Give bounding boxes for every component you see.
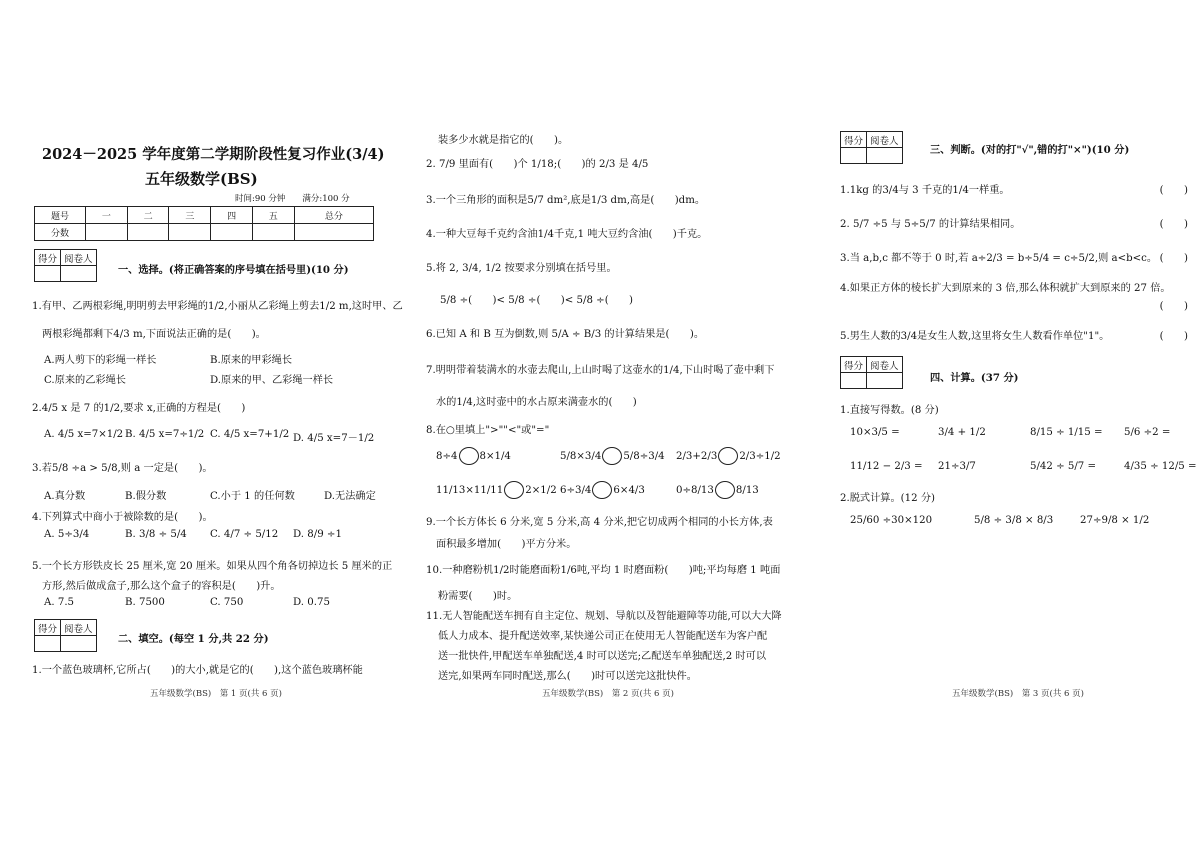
answer-paren[interactable]: ( )	[1159, 301, 1188, 312]
time-info: 时间:90 分钟 满分:100 分	[235, 194, 350, 204]
compare-right: 8×1/4	[479, 451, 511, 462]
fill-question-10-line-2: 粉需要( )时。	[438, 591, 518, 602]
judge-4: 4.如果正方体的棱长扩大到原来的 3 倍,那么体积就扩大到原来的 27 倍。	[840, 283, 1171, 294]
answer-paren[interactable]: ( )	[1159, 331, 1188, 342]
score-header-cell: 五	[252, 207, 294, 224]
question-5-line-1: 5.一个长方形铁皮长 25 厘米,宽 20 厘米。如果从四个角各切掉边长 5 厘米的正	[32, 561, 393, 572]
grader-score-cell[interactable]	[841, 148, 867, 164]
compare-item	[560, 481, 645, 499]
grader-name-cell[interactable]	[867, 148, 903, 164]
option: C. 4/7 ÷ 5/12	[210, 529, 279, 540]
grader-box-3	[840, 131, 903, 164]
compare-left: 6÷3/4	[560, 485, 592, 496]
expression-item: 27÷9/8 × 1/2	[1080, 515, 1150, 526]
calc-item: 21÷3/7	[938, 461, 976, 472]
score-cell[interactable]	[252, 224, 294, 241]
option: C. 750	[210, 597, 244, 608]
page-footer: 五年级数学(BS) 第 3 页(共 6 页)	[952, 689, 1084, 699]
grader-label: 阅卷人	[867, 132, 903, 148]
compare-left: 2/3+2/3	[676, 451, 718, 462]
option: D. 8/9 ÷1	[293, 529, 342, 540]
grader-score-label: 得分	[35, 250, 61, 266]
compare-item	[560, 447, 665, 465]
fill-question-11-line-3: 送一批快件,甲配送车单独配送,4 时可以送完;乙配送车单独配送,2 时可以	[438, 651, 767, 662]
exam-title: 2024－2025 学年度第二学期阶段性复习作业(3/4)	[42, 146, 385, 163]
fill-question-2: 2. 7/9 里面有( )个 1/18;( )的 2/3 是 4/5	[426, 159, 649, 170]
fill-question-7-line-2: 水的1/4,这时壶中的水占原来满壶水的( )	[436, 397, 637, 408]
grader-label: 阅卷人	[61, 250, 97, 266]
compare-item	[436, 447, 511, 465]
section-4-heading: 四、计算。(37 分)	[930, 372, 1019, 384]
score-cell[interactable]	[169, 224, 211, 241]
option: C. 4/5 x=7+1/2	[210, 429, 290, 440]
grader-box-4	[840, 356, 903, 389]
question-3: 3.若5/8 ÷a > 5/8,则 a 一定是( )。	[32, 463, 213, 474]
calc-item: 11/12 − 2/3 =	[850, 461, 923, 472]
grader-score-cell[interactable]	[841, 373, 867, 389]
score-cell[interactable]	[127, 224, 169, 241]
question-1-line-2: 两根彩绳都剩下4/3 m,下面说法正确的是( )。	[42, 329, 266, 340]
fill-question-1-cont: 装多少水就是指它的( )。	[438, 135, 569, 146]
fill-question-1: 1.一个蓝色玻璃杯,它所占( )的大小,就是它的( ),这个蓝色玻璃杯能	[32, 665, 363, 676]
score-cell[interactable]	[86, 224, 128, 241]
fill-question-8: 8.在○里填上">""<"或"="	[426, 425, 550, 436]
calc-item: 8/15 ÷ 1/15 =	[1030, 427, 1103, 438]
option: B. 7500	[125, 597, 165, 608]
fill-question-7-line-1: 7.明明带着装满水的水壶去爬山,上山时喝了这壶水的1/4,下山时喝了壶中剩下	[426, 365, 775, 376]
grader-score-cell[interactable]	[35, 636, 61, 652]
fill-question-6: 6.已知 A 和 B 互为倒数,则 5/A ÷ B/3 的计算结果是( )。	[426, 329, 705, 340]
option: A. 7.5	[44, 597, 75, 608]
score-table	[34, 206, 374, 241]
score-cell[interactable]	[294, 224, 373, 241]
option: D. 4/5 x=7－1/2	[293, 433, 375, 444]
calc-item: 3/4 + 1/2	[938, 427, 986, 438]
answer-paren[interactable]: ( )	[1159, 185, 1188, 196]
grader-box-1	[34, 249, 97, 282]
compare-circle[interactable]	[715, 481, 735, 499]
compare-right: 8/13	[735, 485, 759, 496]
fill-question-9-line-1: 9.一个长方体长 6 分米,宽 5 分米,高 4 分米,把它切成两个相同的小长方体,表	[426, 517, 773, 528]
answer-paren[interactable]: ( )	[1159, 253, 1188, 264]
option: A.两人剪下的彩绳一样长	[44, 355, 157, 366]
question-1-line-1: 1.有甲、乙两根彩绳,明明剪去甲彩绳的1/2,小丽从乙彩绳上剪去1/2 m,这时甲、乙	[32, 301, 403, 312]
score-header-cell: 总分	[294, 207, 373, 224]
expression-item: 25/60 ÷30×120	[850, 515, 933, 526]
calc-part-2-heading: 2.脱式计算。(12 分)	[840, 493, 935, 504]
score-header-cell: 四	[211, 207, 253, 224]
fill-question-5-blanks: 5/8 ÷( )< 5/8 ÷( )< 5/8 ÷( )	[440, 295, 634, 306]
compare-circle[interactable]	[718, 447, 738, 465]
compare-left: 8÷4	[436, 451, 458, 462]
compare-right: 2×1/2	[525, 485, 557, 496]
exam-page-1	[30, 125, 410, 705]
section-1-heading: 一、选择。(将正确答案的序号填在括号里)(10 分)	[118, 264, 349, 276]
option: B.原来的甲彩绳长	[210, 355, 293, 366]
exam-page-2	[424, 125, 804, 705]
grader-name-cell[interactable]	[61, 266, 97, 282]
compare-right: 6×4/3	[613, 485, 645, 496]
calc-item: 4/35 ÷ 12/5 =	[1124, 461, 1197, 472]
option: A. 5÷3/4	[44, 529, 90, 540]
fill-question-11-line-1: 11.无人智能配送车拥有自主定位、规划、导航以及智能避障等功能,可以大大降	[426, 611, 782, 622]
grader-score-cell[interactable]	[35, 266, 61, 282]
option: B. 4/5 x=7÷1/2	[125, 429, 205, 440]
option: D.原来的甲、乙彩绳一样长	[210, 375, 334, 386]
compare-circle[interactable]	[592, 481, 612, 499]
option: C.原来的乙彩绳长	[44, 375, 126, 386]
judge-3: 3.当 a,b,c 都不等于 0 时,若 a÷2/3 = b÷5/4 = c÷5/2,则 a<b<c。	[840, 253, 1158, 264]
option: B.假分数	[125, 491, 167, 502]
fill-question-5: 5.将 2, 3/4, 1/2 按要求分别填在括号里。	[426, 263, 617, 274]
option: D. 0.75	[293, 597, 330, 608]
answer-paren[interactable]: ( )	[1159, 219, 1188, 230]
score-header-cell: 一	[86, 207, 128, 224]
grader-name-cell[interactable]	[867, 373, 903, 389]
compare-left: 11/13×11/11	[436, 485, 504, 496]
option: D.无法确定	[324, 491, 376, 502]
score-cell[interactable]	[211, 224, 253, 241]
option: A. 4/5 x=7×1/2	[44, 429, 124, 440]
compare-item	[676, 447, 781, 465]
question-5-line-2: 方形,然后做成盒子,那么这个盒子的容积是( )升。	[42, 581, 281, 592]
grader-box-2	[34, 619, 97, 652]
judge-1: 1.1kg 的3/4与 3 千克的1/4一样重。	[840, 185, 1010, 196]
fill-question-4: 4.一种大豆每千克约含油1/4千克,1 吨大豆约含油( )千克。	[426, 229, 708, 240]
calc-item: 5/6 ÷2 =	[1124, 427, 1171, 438]
question-2: 2.4/5 x 是 7 的1/2,要求 x,正确的方程是( )	[32, 403, 246, 414]
compare-left: 5/8×3/4	[560, 451, 602, 462]
fill-question-11-line-2: 低人力成本、提升配送效率,某快递公司正在使用无人智能配送车为客户配	[438, 631, 768, 642]
compare-circle[interactable]	[459, 447, 479, 465]
grader-score-label: 得分	[35, 620, 61, 636]
compare-item	[676, 481, 759, 499]
expression-item: 5/8 ÷ 3/8 × 8/3	[974, 515, 1054, 526]
compare-circle[interactable]	[504, 481, 524, 499]
calc-item: 10×3/5 =	[850, 427, 900, 438]
option: A.真分数	[44, 491, 86, 502]
fill-question-10-line-1: 10.一种磨粉机1/2时能磨面粉1/6吨,平均 1 时磨面粉( )吨;平均每磨 1 吨面	[426, 565, 781, 576]
grader-name-cell[interactable]	[61, 636, 97, 652]
grader-score-label: 得分	[841, 357, 867, 373]
fill-question-11-line-4: 送完,如果两车同时配送,那么( )时可以送完这批快件。	[438, 671, 697, 682]
exam-page-3	[834, 125, 1197, 705]
score-header-cell: 题号	[35, 207, 86, 224]
section-2-heading: 二、填空。(每空 1 分,共 22 分)	[118, 633, 269, 645]
compare-circle[interactable]	[602, 447, 622, 465]
fill-question-3: 3.一个三角形的面积是5/7 dm²,底是1/3 dm,高是( )dm。	[426, 195, 706, 206]
compare-left: 0÷8/13	[676, 485, 714, 496]
option: C.小于 1 的任何数	[210, 491, 295, 502]
compare-item	[436, 481, 557, 499]
page-footer: 五年级数学(BS) 第 2 页(共 6 页)	[542, 689, 674, 699]
compare-right: 5/8÷3/4	[623, 451, 665, 462]
fill-question-9-line-2: 面积最多增加( )平方分米。	[436, 539, 577, 550]
judge-2: 2. 5/7 ÷5 与 5÷5/7 的计算结果相同。	[840, 219, 1021, 230]
exam-subtitle: 五年级数学(BS)	[145, 170, 258, 188]
judge-5: 5.男生人数的3/4是女生人数,这里将女生人数看作单位"1"。	[840, 331, 1110, 342]
page-footer: 五年级数学(BS) 第 1 页(共 6 页)	[150, 689, 282, 699]
question-4: 4.下列算式中商小于被除数的是( )。	[32, 512, 213, 523]
score-header-cell: 二	[127, 207, 169, 224]
grader-label: 阅卷人	[867, 357, 903, 373]
score-header-cell: 三	[169, 207, 211, 224]
grader-score-label: 得分	[841, 132, 867, 148]
section-3-heading: 三、判断。(对的打"√",错的打"×")(10 分)	[930, 144, 1130, 156]
calc-part-1-heading: 1.直接写得数。(8 分)	[840, 405, 939, 416]
calc-item: 5/42 ÷ 5/7 =	[1030, 461, 1097, 472]
score-row-label: 分数	[35, 224, 86, 241]
compare-right: 2/3÷1/2	[739, 451, 781, 462]
option: B. 3/8 ÷ 5/4	[125, 529, 187, 540]
grader-label: 阅卷人	[61, 620, 97, 636]
